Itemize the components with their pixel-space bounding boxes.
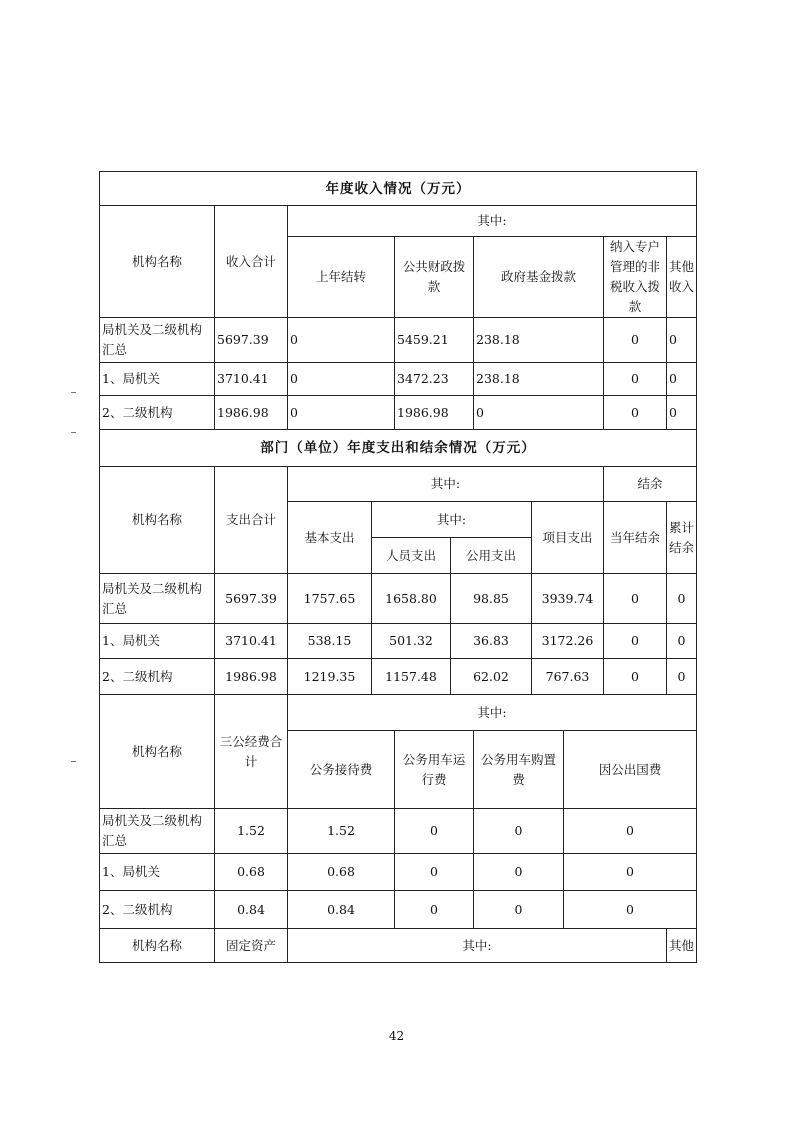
income-row-carryover: 0 bbox=[288, 396, 395, 430]
table-row bbox=[100, 363, 697, 396]
income-row-name: 1、局机关 bbox=[100, 363, 215, 396]
income-row-gov-fund: 238.18 bbox=[474, 318, 604, 363]
expense-row-personnel: 1157.48 bbox=[372, 659, 451, 695]
table-row bbox=[100, 891, 697, 929]
fixed-assets-header: 固定资产 bbox=[215, 929, 288, 963]
expense-row-current-surplus: 0 bbox=[604, 574, 667, 624]
three-public-row-abroad: 0 bbox=[564, 891, 697, 929]
table-row bbox=[100, 809, 697, 854]
income-row-carryover: 0 bbox=[288, 363, 395, 396]
income-row-other: 0 bbox=[667, 318, 697, 363]
income-row-nontax: 0 bbox=[604, 318, 667, 363]
expense-row-basic: 1219.35 bbox=[288, 659, 372, 695]
table-row bbox=[100, 854, 697, 891]
income-row-name: 2、二级机构 bbox=[100, 396, 215, 430]
expense-of-which-header: 其中: bbox=[288, 467, 604, 502]
income-title: 年度收入情况（万元） bbox=[100, 172, 697, 206]
expense-row-current-surplus: 0 bbox=[604, 659, 667, 695]
three-public-col-vehicle-run: 公务用车运行费 bbox=[395, 731, 474, 809]
expense-name-header: 机构名称 bbox=[100, 467, 215, 574]
three-public-row-vehicle-run: 0 bbox=[395, 891, 474, 929]
expense-row-name: 2、二级机构 bbox=[100, 659, 215, 695]
margin-mark bbox=[71, 432, 76, 433]
three-public-total-header: 三公经费合计 bbox=[215, 695, 288, 809]
three-public-row-vehicle-run: 0 bbox=[395, 854, 474, 891]
income-row-public-finance: 1986.98 bbox=[395, 396, 474, 430]
income-row-other: 0 bbox=[667, 363, 697, 396]
income-col-nontax: 纳入专户管理的非税收入拨款 bbox=[604, 237, 667, 318]
margin-mark bbox=[71, 392, 76, 393]
fixed-assets-name-header: 机构名称 bbox=[100, 929, 215, 963]
table-row bbox=[100, 624, 697, 659]
three-public-row-total: 0.84 bbox=[215, 891, 288, 929]
income-row-total: 1986.98 bbox=[215, 396, 288, 430]
expense-row-accum-surplus: 0 bbox=[667, 574, 697, 624]
three-public-row-abroad: 0 bbox=[564, 809, 697, 854]
table-row bbox=[100, 659, 697, 695]
income-row-gov-fund: 238.18 bbox=[474, 363, 604, 396]
three-public-row-name: 2、二级机构 bbox=[100, 891, 215, 929]
fixed-assets-of-which-header: 其中: bbox=[288, 929, 667, 963]
margin-mark bbox=[71, 761, 76, 762]
expense-surplus-header: 结余 bbox=[604, 467, 697, 502]
expense-personnel-header: 人员支出 bbox=[372, 538, 451, 574]
income-name-header: 机构名称 bbox=[100, 206, 215, 318]
income-row-name: 局机关及二级机构汇总 bbox=[100, 318, 215, 363]
expense-title: 部门（单位）年度支出和结余情况（万元） bbox=[100, 430, 697, 467]
income-row-nontax: 0 bbox=[604, 363, 667, 396]
expense-row-project: 3172.26 bbox=[532, 624, 604, 659]
income-col-gov-fund: 政府基金拨款 bbox=[474, 237, 604, 318]
expense-accum-surplus-header: 累计结余 bbox=[667, 502, 697, 574]
income-row-gov-fund: 0 bbox=[474, 396, 604, 430]
three-public-header-row bbox=[100, 695, 697, 731]
expense-row-basic: 538.15 bbox=[288, 624, 372, 659]
three-public-row-reception: 0.68 bbox=[288, 854, 395, 891]
expense-row-current-surplus: 0 bbox=[604, 624, 667, 659]
income-row-public-finance: 5459.21 bbox=[395, 318, 474, 363]
expense-row-accum-surplus: 0 bbox=[667, 659, 697, 695]
table-row bbox=[100, 574, 697, 624]
income-of-which-header: 其中: bbox=[288, 206, 697, 237]
income-total-header: 收入合计 bbox=[215, 206, 288, 318]
expense-row-public-use: 98.85 bbox=[451, 574, 532, 624]
three-public-row-vehicle-buy: 0 bbox=[474, 809, 564, 854]
income-col-carryover: 上年结转 bbox=[288, 237, 395, 318]
expense-basic-of-which: 其中: bbox=[372, 502, 532, 538]
expense-row-name: 1、局机关 bbox=[100, 624, 215, 659]
expense-row-name: 局机关及二级机构汇总 bbox=[100, 574, 215, 624]
three-public-row-name: 局机关及二级机构汇总 bbox=[100, 809, 215, 854]
expense-row-basic: 1757.65 bbox=[288, 574, 372, 624]
expense-row-project: 3939.74 bbox=[532, 574, 604, 624]
income-row-total: 3710.41 bbox=[215, 363, 288, 396]
three-public-col-vehicle-buy: 公务用车购置费 bbox=[474, 731, 564, 809]
income-row-nontax: 0 bbox=[604, 396, 667, 430]
three-public-col-abroad: 因公出国费 bbox=[564, 731, 697, 809]
income-row-carryover: 0 bbox=[288, 318, 395, 363]
expense-total-header: 支出合计 bbox=[215, 467, 288, 574]
three-public-name-header: 机构名称 bbox=[100, 695, 215, 809]
expense-row-total: 1986.98 bbox=[215, 659, 288, 695]
three-public-row-reception: 1.52 bbox=[288, 809, 395, 854]
three-public-row-reception: 0.84 bbox=[288, 891, 395, 929]
table-row bbox=[100, 396, 697, 430]
expense-row-personnel: 501.32 bbox=[372, 624, 451, 659]
three-public-row-total: 0.68 bbox=[215, 854, 288, 891]
budget-sheet bbox=[99, 171, 696, 963]
expense-row-total: 3710.41 bbox=[215, 624, 288, 659]
expense-public-use-header: 公用支出 bbox=[451, 538, 532, 574]
expense-current-surplus-header: 当年结余 bbox=[604, 502, 667, 574]
three-public-col-reception: 公务接待费 bbox=[288, 731, 395, 809]
expense-row-public-use: 62.02 bbox=[451, 659, 532, 695]
expense-row-personnel: 1658.80 bbox=[372, 574, 451, 624]
expense-row-total: 5697.39 bbox=[215, 574, 288, 624]
three-public-row-vehicle-run: 0 bbox=[395, 809, 474, 854]
income-title-row bbox=[100, 172, 697, 206]
expense-title-row bbox=[100, 430, 697, 467]
three-public-row-vehicle-buy: 0 bbox=[474, 891, 564, 929]
income-row-other: 0 bbox=[667, 396, 697, 430]
income-col-other: 其他收入 bbox=[667, 237, 697, 318]
fixed-assets-other-header: 其他 bbox=[667, 929, 697, 963]
income-col-public-finance: 公共财政拨款 bbox=[395, 237, 474, 318]
expense-header-row bbox=[100, 467, 697, 502]
expense-row-project: 767.63 bbox=[532, 659, 604, 695]
three-public-row-name: 1、局机关 bbox=[100, 854, 215, 891]
fixed-assets-header-row bbox=[100, 929, 697, 963]
expense-project-header: 项目支出 bbox=[532, 502, 604, 574]
page-number: 42 bbox=[388, 1029, 405, 1043]
expense-row-accum-surplus: 0 bbox=[667, 624, 697, 659]
three-public-row-total: 1.52 bbox=[215, 809, 288, 854]
three-public-row-abroad: 0 bbox=[564, 854, 697, 891]
three-public-row-vehicle-buy: 0 bbox=[474, 854, 564, 891]
income-row-total: 5697.39 bbox=[215, 318, 288, 363]
expense-row-public-use: 36.83 bbox=[451, 624, 532, 659]
expense-basic-header: 基本支出 bbox=[288, 502, 372, 574]
income-row-public-finance: 3472.23 bbox=[395, 363, 474, 396]
income-header-row bbox=[100, 206, 697, 237]
three-public-of-which-header: 其中: bbox=[288, 695, 697, 731]
table-row bbox=[100, 318, 697, 363]
budget-table bbox=[99, 171, 697, 963]
